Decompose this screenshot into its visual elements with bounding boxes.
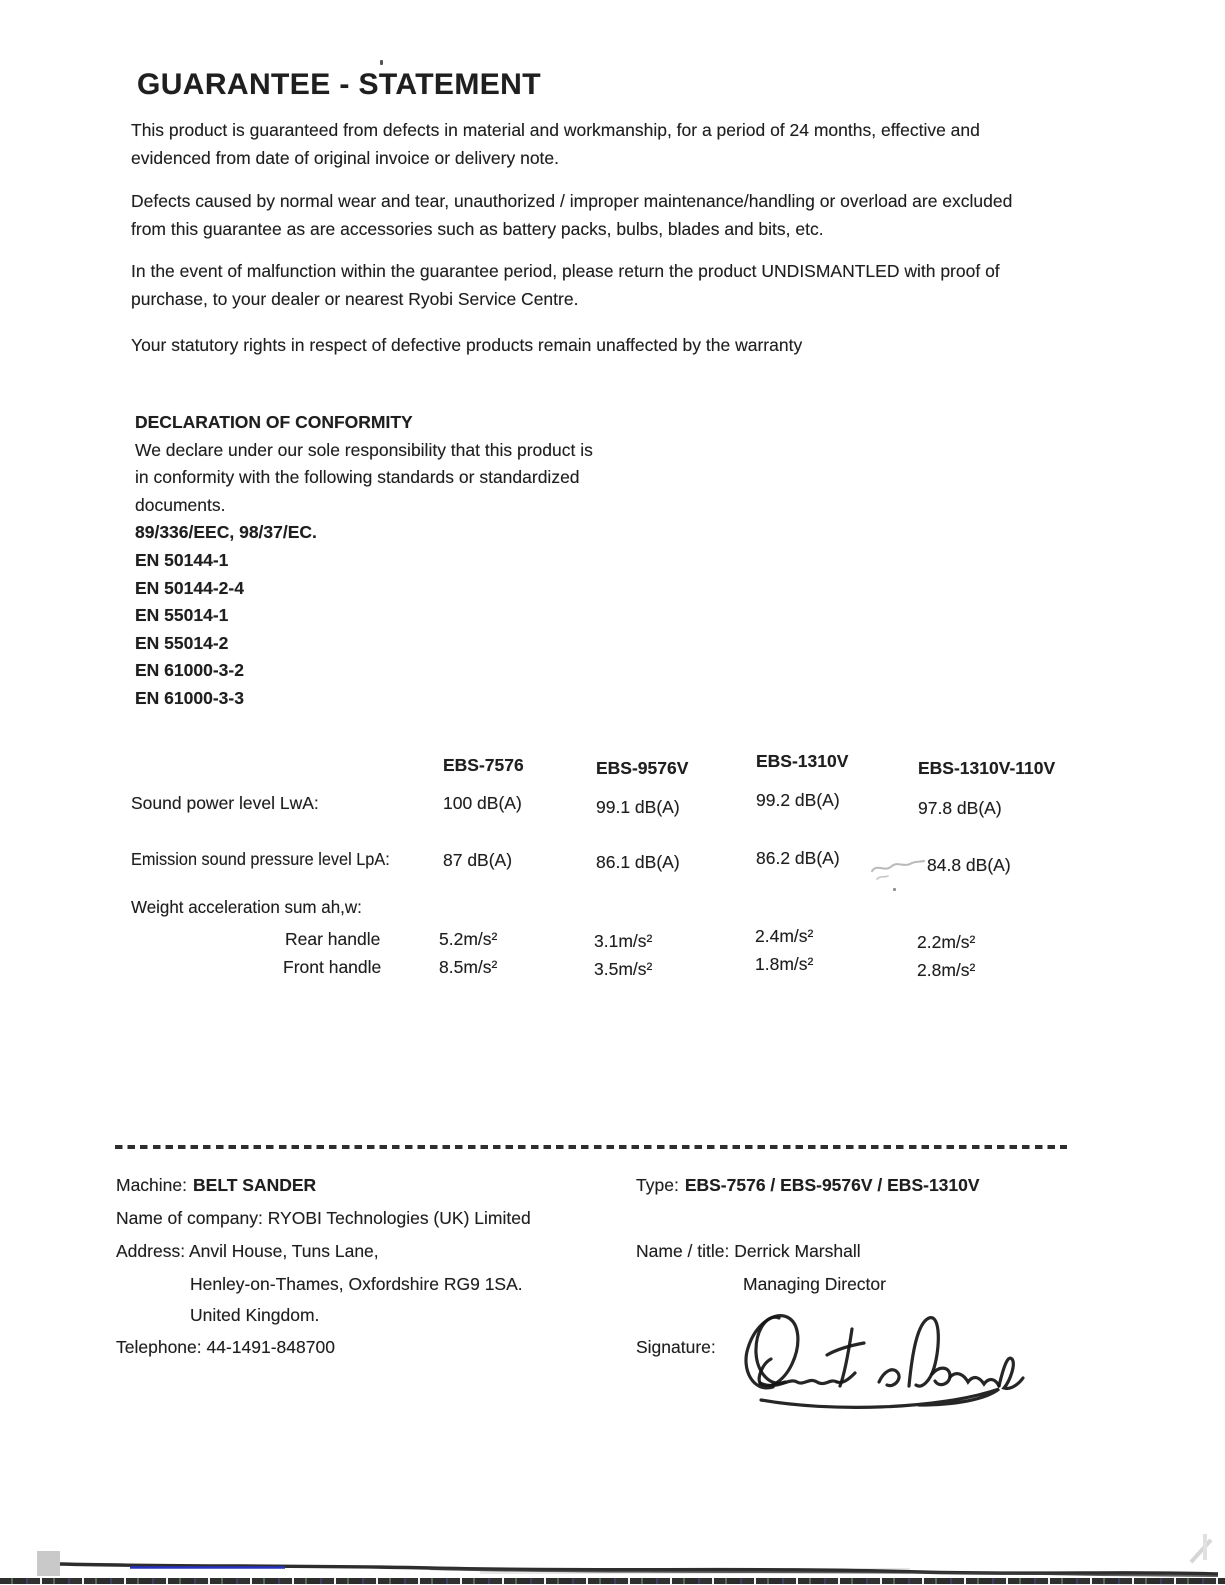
standard-item: EN 50144-2-4 — [135, 577, 244, 598]
scan-noise-strip — [0, 1578, 1225, 1584]
machine-label: Machine: — [116, 1175, 188, 1195]
scan-edge-line — [0, 1558, 1225, 1580]
machine-value: BELT SANDER — [193, 1175, 317, 1195]
signature-label: Signature: — [636, 1337, 716, 1357]
guarantee-paragraph-3 — [131, 257, 1000, 313]
declaration-heading: DECLARATION OF CONFORMITY — [135, 412, 413, 432]
scan-smudge — [870, 853, 926, 885]
column-header: EBS-1310V-110V — [918, 758, 1056, 778]
directives-line: 89/336/EEC, 98/37/EC. — [135, 522, 317, 543]
vibration-heading — [131, 897, 369, 918]
row-label-text: Emission sound pressure level LpA: — [131, 849, 390, 869]
paragraph-line: from this guarantee as are accessories such as battery packs, bulbs, blades and bits, etc. — [131, 219, 824, 239]
paragraph-line: purchase, to your dealer or nearest Ryobi Service Centre. — [131, 289, 579, 309]
table-value: 99.2 dB(A) — [756, 790, 840, 810]
standard-item: EN 50144-1 — [135, 549, 229, 570]
signature — [733, 1293, 1028, 1411]
name-title-line: Name / title: Derrick Marshall — [636, 1241, 861, 1261]
table-value: 100 dB(A) — [443, 793, 522, 813]
table-value: 5.2m/s² — [439, 929, 498, 949]
scan-speck — [893, 888, 896, 891]
declaration-line: documents. — [135, 494, 226, 515]
declaration-line: in conformity with the following standards or standardized — [135, 467, 580, 488]
address-line-3: United Kingdom. — [190, 1305, 320, 1325]
title-second-line: Managing Director — [743, 1274, 886, 1294]
table-value: 3.5m/s² — [594, 959, 653, 979]
type-label: Type: — [636, 1175, 679, 1195]
table-value: 86.2 dB(A) — [756, 848, 840, 868]
guarantee-paragraph-1 — [131, 116, 980, 172]
table-value: 99.1 dB(A) — [596, 797, 680, 817]
standard-item: EN 61000-3-2 — [135, 660, 244, 681]
declaration-line: We declare under our sole responsibility that this product is — [135, 439, 593, 460]
standard-item: EN 61000-3-3 — [135, 687, 244, 708]
row-label — [131, 849, 409, 870]
column-header: EBS-7576 — [443, 755, 524, 775]
row-label: Rear handle — [285, 929, 381, 949]
scan-corner-mark — [1203, 1534, 1207, 1560]
table-value: 2.2m/s² — [917, 932, 976, 952]
declaration-of-conformity — [135, 409, 593, 713]
address-line-1: Address: Anvil House, Tuns Lane, — [116, 1241, 379, 1261]
vibration-heading-text: Weight acceleration sum ah,w: — [131, 897, 362, 917]
table-value: 2.8m/s² — [917, 960, 976, 980]
table-value: 97.8 dB(A) — [918, 798, 1002, 818]
table-value: 3.1m/s² — [594, 931, 653, 951]
address-line-2: Henley-on-Thames, Oxfordshire RG9 1SA. — [190, 1274, 523, 1294]
table-value: 2.4m/s² — [755, 926, 814, 946]
paragraph-line: This product is guaranteed from defects in material and workmanship, for a period of 24 months, effective and — [131, 120, 980, 140]
dashed-separator — [115, 1145, 1067, 1149]
page-title: GUARANTEE - STATEMENT — [137, 68, 541, 101]
row-label: Front handle — [283, 957, 382, 977]
table-value: 8.5m/s² — [439, 957, 498, 977]
standard-item: EN 55014-1 — [135, 605, 229, 626]
scan-speck — [380, 60, 383, 65]
standard-item: EN 55014-2 — [135, 632, 229, 653]
paragraph-line: evidenced from date of original invoice or delivery note. — [131, 148, 560, 168]
type-value: EBS-7576 / EBS-9576V / EBS-1310V — [684, 1175, 980, 1195]
machine-line — [116, 1175, 316, 1196]
paragraph-line: Your statutory rights in respect of defective products remain unaffected by the warranty — [131, 335, 803, 355]
row-label: Sound power level LwA: — [131, 793, 319, 813]
table-value: 84.8 dB(A) — [927, 855, 1011, 875]
column-header: EBS-9576V — [596, 758, 689, 778]
guarantee-paragraph-4 — [131, 331, 802, 359]
guarantee-paragraph-2 — [131, 187, 1012, 243]
paragraph-line: In the event of malfunction within the guarantee period, please return the product UNDISMANTLED with proof of — [131, 261, 1000, 281]
table-value: 86.1 dB(A) — [596, 852, 680, 872]
company-line: Name of company: RYOBI Technologies (UK) Limited — [116, 1208, 531, 1228]
table-value: 87 dB(A) — [443, 850, 513, 870]
type-line — [636, 1175, 980, 1196]
telephone-line: Telephone: 44-1491-848700 — [116, 1337, 335, 1357]
column-header: EBS-1310V — [756, 751, 849, 771]
paragraph-line: Defects caused by normal wear and tear, unauthorized / improper maintenance/handling or overload are excluded — [131, 191, 1013, 211]
table-value: 1.8m/s² — [755, 954, 814, 974]
